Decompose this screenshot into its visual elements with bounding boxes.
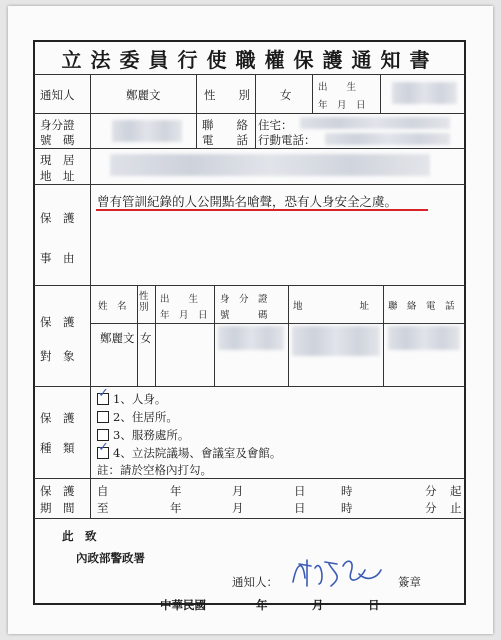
target-name: 鄭麗文: [100, 331, 135, 345]
id-label-bottom: 號 碼: [40, 133, 75, 147]
gender-value: 女: [280, 88, 292, 102]
option-1-label: 1、人身。: [113, 392, 167, 406]
option-2-checkbox[interactable]: [97, 411, 109, 423]
check-mark-icon: ✓: [98, 440, 109, 455]
start-minute-unit: 分: [425, 484, 437, 498]
column-divider: [312, 74, 313, 113]
seal-label: 簽章: [398, 575, 421, 589]
column-divider: [214, 285, 215, 386]
period-to: 至: [97, 501, 109, 515]
column-divider: [255, 74, 256, 148]
end-suffix: 止: [450, 501, 462, 515]
row-divider: [90, 323, 465, 324]
mobile-phone-label: 行動電話：: [258, 133, 316, 147]
header-id-bottom: 號 碼: [220, 310, 268, 321]
recipient-text: 內政部警政署: [76, 551, 145, 565]
redacted-birthdate: [392, 82, 457, 104]
period-from: 自: [97, 484, 109, 498]
start-suffix: 起: [450, 484, 462, 498]
reason-text: 曾有管訓紀錄的人公開點名嗆聲，恐有人身安全之虞。: [97, 194, 398, 209]
gender-label: 性 別: [204, 88, 250, 102]
option-3-label: 3、服務處所。: [113, 428, 190, 442]
reason-label-top: 保 護: [40, 211, 75, 225]
contact-label-top: 聯 絡: [202, 118, 248, 132]
date-day-unit: 日: [368, 598, 380, 612]
header-id-top: 身 分 證: [220, 294, 268, 305]
reason-label-bottom: 事 由: [40, 251, 75, 265]
contact-label-bottom: 電 話: [202, 133, 248, 147]
start-year-unit: 年: [170, 484, 182, 498]
column-divider: [137, 285, 138, 386]
row-divider: [34, 184, 465, 185]
row-divider: [34, 518, 465, 519]
end-hour-unit: 時: [341, 501, 353, 515]
header-gender: 性別: [139, 291, 149, 313]
column-divider: [383, 285, 384, 386]
notifier-sign-label: 通知人：: [232, 575, 278, 589]
end-day-unit: 日: [294, 501, 306, 515]
date-year-unit: 年: [256, 598, 268, 612]
column-divider: [155, 285, 156, 386]
period-label-bottom: 期 間: [40, 501, 75, 515]
row-divider: [34, 74, 465, 75]
redacted-target-phone: [388, 326, 460, 350]
header-address: 地 址: [293, 301, 370, 312]
home-phone-label: 住宅：: [258, 118, 293, 132]
option-4-label: 4、立法院議場、會議室及會館。: [113, 446, 282, 460]
type-note: 註：請於空格內打勾。: [97, 463, 212, 477]
address-label-bottom: 地 址: [40, 169, 75, 183]
redacted-home-phone: [300, 117, 450, 129]
redacted-mobile-phone: [325, 133, 450, 145]
column-divider: [380, 74, 381, 113]
target-label-top: 保 護: [40, 315, 75, 329]
redacted-target-address: [292, 326, 380, 356]
highlight-underline: [96, 209, 428, 211]
column-divider: [90, 74, 91, 518]
period-label-top: 保 護: [40, 484, 75, 498]
header-phone: 聯 絡 電 話: [388, 301, 455, 312]
header-birth-top: 出 生: [160, 294, 199, 305]
type-label-bottom: 種 類: [40, 441, 75, 455]
row-divider: [34, 148, 465, 149]
redacted-target-id: [218, 326, 284, 350]
option-2-label: 2、住居所。: [113, 410, 178, 424]
end-month-unit: 月: [232, 501, 244, 515]
notifier-label: 通知人: [40, 88, 75, 102]
target-gender: 女: [140, 331, 152, 345]
type-label-top: 保 護: [40, 411, 75, 425]
column-divider: [196, 74, 197, 148]
start-hour-unit: 時: [341, 484, 353, 498]
row-divider: [34, 478, 465, 479]
column-divider: [288, 285, 289, 386]
closing-text: 此 致: [62, 529, 97, 543]
birth-label-bottom: 年 月 日: [318, 100, 366, 111]
redacted-address: [110, 154, 430, 176]
address-label-top: 現 居: [40, 153, 75, 167]
start-day-unit: 日: [294, 484, 306, 498]
form-title: 立法委員行使職權保護通知書: [61, 48, 439, 72]
row-divider: [34, 285, 465, 286]
birth-label-top: 出 生: [318, 82, 357, 93]
end-year-unit: 年: [170, 501, 182, 515]
date-prefix: 中華民國: [160, 598, 206, 612]
id-label-top: 身分證: [40, 118, 75, 132]
end-minute-unit: 分: [425, 501, 437, 515]
check-mark-icon: ✓: [98, 386, 109, 401]
target-label-bottom: 對 象: [40, 349, 75, 363]
handwritten-signature: [285, 552, 395, 592]
notifier-name: 鄭麗文: [126, 88, 161, 102]
date-month-unit: 月: [312, 598, 324, 612]
header-name: 姓 名: [98, 301, 127, 312]
header-birth-bottom: 年 月 日: [160, 310, 208, 321]
start-month-unit: 月: [232, 484, 244, 498]
row-divider: [34, 113, 465, 114]
redacted-id-number: [112, 120, 182, 142]
